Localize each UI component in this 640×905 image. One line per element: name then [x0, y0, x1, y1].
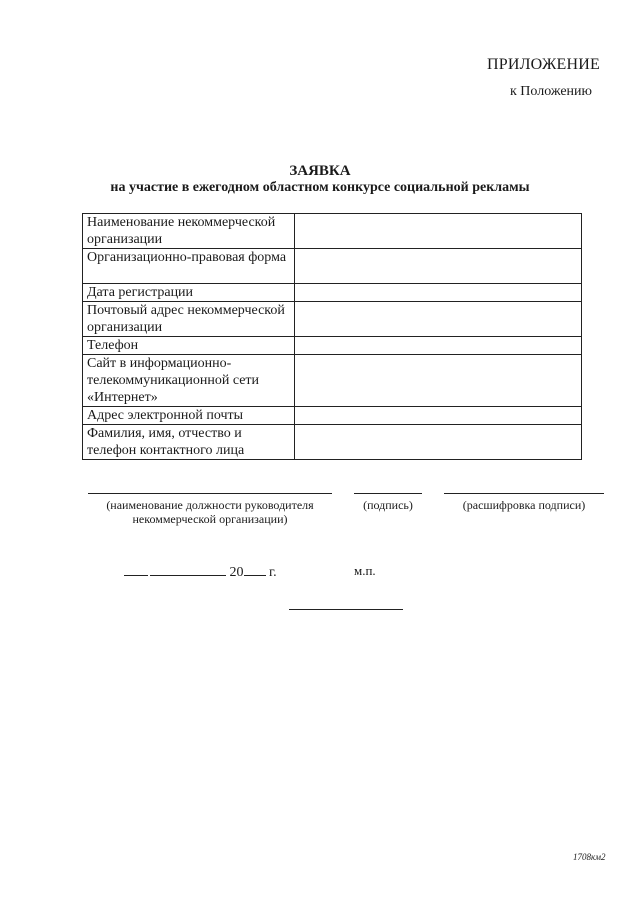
- signature-caption: (подпись): [363, 498, 413, 512]
- position-caption: [84, 498, 336, 526]
- table-row: [83, 407, 582, 425]
- table-row: [83, 425, 582, 460]
- field-value-website[interactable]: [295, 355, 582, 407]
- date-line: [124, 563, 277, 581]
- field-label-website: Сайт в информационно-телекоммуникационной сети «Интернет»: [83, 355, 295, 407]
- stamp-place-label: м.п.: [354, 563, 376, 578]
- field-value-email[interactable]: [295, 407, 582, 425]
- document-title: ЗАЯВКА: [289, 163, 351, 179]
- field-label-phone: Телефон: [83, 337, 295, 355]
- position-signature-line[interactable]: [88, 493, 332, 494]
- field-value-postal-address[interactable]: [295, 302, 582, 337]
- position-caption-line-2: некоммерческой организации): [132, 512, 288, 526]
- document-code: 1708км2: [573, 852, 606, 862]
- year-prefix: 20: [229, 565, 244, 580]
- date-month-blank[interactable]: [150, 563, 226, 576]
- field-label-legal-form: Организационно-правовая форма: [83, 249, 295, 284]
- table-row: [83, 302, 582, 337]
- field-value-legal-form[interactable]: [295, 249, 582, 284]
- table-row: [83, 249, 582, 284]
- field-label-registration-date: Дата регистрации: [83, 284, 295, 302]
- field-value-registration-date[interactable]: [295, 284, 582, 302]
- position-caption-line-1: (наименование должности руководителя: [106, 498, 314, 512]
- table-row: [83, 337, 582, 355]
- table-row: [83, 355, 582, 407]
- field-label-postal-address: Почтовый адрес некоммерческой организации: [83, 302, 295, 337]
- year-suffix: г.: [269, 565, 277, 580]
- date-year-blank[interactable]: [244, 563, 266, 576]
- field-value-contact-person[interactable]: [295, 425, 582, 460]
- table-row: [83, 284, 582, 302]
- decoding-caption: (расшифровка подписи): [462, 498, 586, 512]
- appendix-title: ПРИЛОЖЕНИЕ: [486, 56, 600, 73]
- signature-line[interactable]: [354, 493, 422, 494]
- field-label-contact-person: Фамилия, имя, отчество и телефон контактного лица: [83, 425, 295, 460]
- closing-divider: [289, 609, 403, 610]
- signature-decoding-line[interactable]: [444, 493, 604, 494]
- appendix-reference: к Положению: [509, 84, 592, 99]
- field-value-phone[interactable]: [295, 337, 582, 355]
- application-form-table: [82, 213, 582, 460]
- field-value-org-name[interactable]: [295, 214, 582, 249]
- date-day-blank[interactable]: [124, 563, 148, 576]
- field-label-org-name: Наименование некоммерческой организации: [83, 214, 295, 249]
- field-label-email: Адрес электронной почты: [83, 407, 295, 425]
- table-row: [83, 214, 582, 249]
- document-subtitle: на участие в ежегодном областном конкурсе социальной рекламы: [110, 180, 530, 195]
